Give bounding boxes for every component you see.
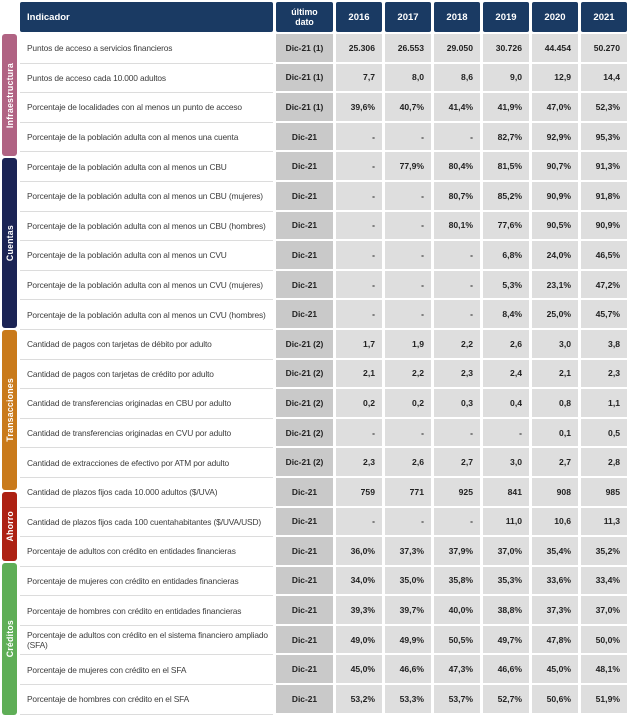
table-row <box>20 182 627 212</box>
last-data-cell: Dic-21 <box>276 685 333 715</box>
table-row <box>20 508 627 538</box>
column-header-year-2021: 2021 <box>581 2 627 32</box>
category-bars-column <box>2 34 17 715</box>
value-cell-2017: 2,2 <box>385 360 431 390</box>
value-cell-2017: - <box>385 212 431 242</box>
value-cell-2018: 37,9% <box>434 537 480 567</box>
value-cell-2021: 95,3% <box>581 123 627 153</box>
value-cell-2017: 26.553 <box>385 34 431 64</box>
value-cell-2017: 37,3% <box>385 537 431 567</box>
indicator-cell <box>20 182 273 212</box>
table-row <box>20 389 627 419</box>
value-cell-2018: 925 <box>434 478 480 508</box>
indicator-label: Porcentaje de adultos con crédito en entidades financieras <box>27 546 236 557</box>
value-cell-2020: 23,1% <box>532 271 578 301</box>
indicator-label: Puntos de acceso a servicios financieros <box>27 43 173 54</box>
indicator-label: Cantidad de plazos fijos cada 10.000 adultos ($/UVA) <box>27 487 218 498</box>
table-header-row <box>2 2 627 32</box>
value-cell-2019: 38,8% <box>483 596 529 626</box>
value-cell-2017: 40,7% <box>385 93 431 123</box>
value-cell-2016: - <box>336 419 382 449</box>
value-cell-2016: 2,1 <box>336 360 382 390</box>
value-cell-2019: 3,0 <box>483 448 529 478</box>
value-cell-2018: 53,7% <box>434 685 480 715</box>
value-cell-2016: 36,0% <box>336 537 382 567</box>
column-header-year-2016: 2016 <box>336 2 382 32</box>
category-label: Créditos <box>4 619 15 658</box>
indicator-cell <box>20 655 273 685</box>
value-cell-2020: 92,9% <box>532 123 578 153</box>
value-cell-2020: 0,1 <box>532 419 578 449</box>
indicator-cell <box>20 419 273 449</box>
value-cell-2016: 39,3% <box>336 596 382 626</box>
value-cell-2018: 2,2 <box>434 330 480 360</box>
table-row <box>20 655 627 685</box>
indicator-label: Cantidad de pagos con tarjetas de crédito por adulto <box>27 368 214 379</box>
column-header-year-2018: 2018 <box>434 2 480 32</box>
last-data-cell: Dic-21 <box>276 152 333 182</box>
value-cell-2020: 47,0% <box>532 93 578 123</box>
value-cell-2016: - <box>336 152 382 182</box>
indicator-cell <box>20 152 273 182</box>
value-cell-2019: 52,7% <box>483 685 529 715</box>
table-row <box>20 478 627 508</box>
value-cell-2020: 908 <box>532 478 578 508</box>
value-cell-2018: 50,5% <box>434 626 480 656</box>
value-cell-2021: 35,2% <box>581 537 627 567</box>
value-cell-2020: 47,8% <box>532 626 578 656</box>
table-row <box>20 271 627 301</box>
value-cell-2021: 14,4 <box>581 64 627 94</box>
indicator-cell <box>20 212 273 242</box>
value-cell-2017: 39,7% <box>385 596 431 626</box>
last-data-cell: Dic-21 <box>276 212 333 242</box>
value-cell-2017: - <box>385 271 431 301</box>
value-cell-2021: 91,3% <box>581 152 627 182</box>
value-cell-2019: 5,3% <box>483 271 529 301</box>
last-data-cell: Dic-21 (2) <box>276 360 333 390</box>
indicator-label: Porcentaje de localidades con al menos un punto de acceso <box>27 102 242 113</box>
table-row <box>20 123 627 153</box>
last-data-cell: Dic-21 <box>276 655 333 685</box>
category-bar-ahorro <box>2 492 17 561</box>
indicator-cell <box>20 389 273 419</box>
last-data-cell: Dic-21 (1) <box>276 64 333 94</box>
value-cell-2021: 2,3 <box>581 360 627 390</box>
value-cell-2021: 45,7% <box>581 300 627 330</box>
value-cell-2016: 49,0% <box>336 626 382 656</box>
value-cell-2019: 0,4 <box>483 389 529 419</box>
table-row <box>20 241 627 271</box>
indicator-label: Puntos de acceso cada 10.000 adultos <box>27 72 166 83</box>
table-row <box>20 685 627 715</box>
indicator-label: Porcentaje de la población adulta con al menos un CBU (hombres) <box>27 220 266 231</box>
value-cell-2016: - <box>336 300 382 330</box>
value-cell-2019: 2,6 <box>483 330 529 360</box>
value-cell-2020: 90,7% <box>532 152 578 182</box>
value-cell-2019: 30.726 <box>483 34 529 64</box>
value-cell-2016: - <box>336 241 382 271</box>
last-data-cell: Dic-21 (2) <box>276 330 333 360</box>
value-cell-2018: 40,0% <box>434 596 480 626</box>
indicator-cell <box>20 508 273 538</box>
indicator-label: Cantidad de extracciones de efectivo por ATM por adulto <box>27 457 230 468</box>
value-cell-2019: 41,9% <box>483 93 529 123</box>
value-cell-2021: 52,3% <box>581 93 627 123</box>
value-cell-2020: 35,4% <box>532 537 578 567</box>
value-cell-2020: 45,0% <box>532 655 578 685</box>
indicator-label: Porcentaje de la población adulta con al menos un CVU (hombres) <box>27 309 266 320</box>
value-cell-2021: 33,4% <box>581 567 627 597</box>
last-data-cell: Dic-21 <box>276 300 333 330</box>
value-cell-2019: 81,5% <box>483 152 529 182</box>
value-cell-2018: - <box>434 241 480 271</box>
value-cell-2020: 33,6% <box>532 567 578 597</box>
value-cell-2016: - <box>336 123 382 153</box>
column-header-year-2020: 2020 <box>532 2 578 32</box>
indicator-cell <box>20 478 273 508</box>
category-label: Infraestructura <box>4 62 15 128</box>
value-cell-2018: - <box>434 271 480 301</box>
indicator-label: Cantidad de plazos fijos cada 100 cuentahabitantes ($/UVA/USD) <box>27 516 262 527</box>
column-header-year-2017: 2017 <box>385 2 431 32</box>
value-cell-2020: 2,7 <box>532 448 578 478</box>
value-cell-2020: 2,1 <box>532 360 578 390</box>
value-cell-2020: 24,0% <box>532 241 578 271</box>
value-cell-2021: 48,1% <box>581 655 627 685</box>
value-cell-2020: 25,0% <box>532 300 578 330</box>
value-cell-2020: 37,3% <box>532 596 578 626</box>
last-data-cell: Dic-21 (2) <box>276 419 333 449</box>
value-cell-2018: 29.050 <box>434 34 480 64</box>
table-row <box>20 300 627 330</box>
value-cell-2018: - <box>434 300 480 330</box>
value-cell-2018: 47,3% <box>434 655 480 685</box>
indicator-label: Porcentaje de la población adulta con al menos una cuenta <box>27 132 239 143</box>
value-cell-2016: 45,0% <box>336 655 382 685</box>
value-cell-2017: 0,2 <box>385 389 431 419</box>
value-cell-2021: 51,9% <box>581 685 627 715</box>
value-cell-2016: - <box>336 508 382 538</box>
table-row <box>20 567 627 597</box>
indicator-label: Porcentaje de mujeres con crédito en el SFA <box>27 664 187 675</box>
table-row <box>20 448 627 478</box>
value-cell-2020: 12,9 <box>532 64 578 94</box>
value-cell-2018: 80,1% <box>434 212 480 242</box>
value-cell-2019: 77,6% <box>483 212 529 242</box>
value-cell-2017: - <box>385 182 431 212</box>
value-cell-2017: 49,9% <box>385 626 431 656</box>
indicator-label: Cantidad de transferencias originadas en CVU por adulto <box>27 427 232 438</box>
value-cell-2016: 0,2 <box>336 389 382 419</box>
last-data-cell: Dic-21 (2) <box>276 448 333 478</box>
table-row <box>20 596 627 626</box>
indicator-cell <box>20 360 273 390</box>
value-cell-2019: 9,0 <box>483 64 529 94</box>
column-header-last-data: último dato <box>276 2 333 32</box>
last-data-cell: Dic-21 (1) <box>276 34 333 64</box>
value-cell-2018: 80,7% <box>434 182 480 212</box>
last-data-cell: Dic-21 <box>276 508 333 538</box>
value-cell-2016: 53,2% <box>336 685 382 715</box>
value-cell-2020: 44.454 <box>532 34 578 64</box>
table-row <box>20 64 627 94</box>
value-cell-2020: 50,6% <box>532 685 578 715</box>
value-cell-2017: 35,0% <box>385 567 431 597</box>
category-bar-infraestructura <box>2 34 17 156</box>
indicator-cell <box>20 64 273 94</box>
indicator-cell <box>20 241 273 271</box>
value-cell-2016: 39,6% <box>336 93 382 123</box>
value-cell-2017: 77,9% <box>385 152 431 182</box>
value-cell-2017: - <box>385 419 431 449</box>
value-cell-2017: 771 <box>385 478 431 508</box>
value-cell-2021: 0,5 <box>581 419 627 449</box>
value-cell-2020: 0,8 <box>532 389 578 419</box>
value-cell-2021: 2,8 <box>581 448 627 478</box>
value-cell-2018: - <box>434 508 480 538</box>
value-cell-2019: 2,4 <box>483 360 529 390</box>
value-cell-2021: 3,8 <box>581 330 627 360</box>
indicator-cell <box>20 330 273 360</box>
value-cell-2019: 82,7% <box>483 123 529 153</box>
last-data-cell: Dic-21 <box>276 626 333 656</box>
value-cell-2018: - <box>434 419 480 449</box>
value-cell-2020: 3,0 <box>532 330 578 360</box>
indicator-cell <box>20 596 273 626</box>
value-cell-2019: 49,7% <box>483 626 529 656</box>
value-cell-2018: 2,7 <box>434 448 480 478</box>
value-cell-2020: 90,9% <box>532 182 578 212</box>
column-header-indicator: Indicador <box>20 2 273 32</box>
indicator-cell <box>20 123 273 153</box>
table-row <box>20 330 627 360</box>
value-cell-2018: 0,3 <box>434 389 480 419</box>
value-cell-2016: 759 <box>336 478 382 508</box>
value-cell-2017: 46,6% <box>385 655 431 685</box>
table-row <box>20 360 627 390</box>
category-bar-cuentas <box>2 158 17 328</box>
value-cell-2016: 1,7 <box>336 330 382 360</box>
column-header-year-2019: 2019 <box>483 2 529 32</box>
value-cell-2021: 985 <box>581 478 627 508</box>
indicator-label: Cantidad de transferencias originadas en CBU por adulto <box>27 398 232 409</box>
category-bar-creditos <box>2 563 17 715</box>
indicator-label: Porcentaje de la población adulta con al menos un CVU (mujeres) <box>27 280 263 290</box>
indicator-label: Porcentaje de hombres con crédito en el SFA <box>27 694 190 705</box>
value-cell-2021: 46,5% <box>581 241 627 271</box>
value-cell-2017: 8,0 <box>385 64 431 94</box>
indicator-label: Porcentaje de hombres con crédito en entidades financieras <box>27 605 242 616</box>
indicator-cell <box>20 685 273 715</box>
value-cell-2016: - <box>336 182 382 212</box>
last-data-cell: Dic-21 <box>276 182 333 212</box>
value-cell-2016: 25.306 <box>336 34 382 64</box>
last-data-cell: Dic-21 <box>276 478 333 508</box>
indicator-label: Cantidad de pagos con tarjetas de débito por adulto <box>27 339 212 350</box>
value-cell-2019: 841 <box>483 478 529 508</box>
value-cell-2016: 34,0% <box>336 567 382 597</box>
indicator-cell <box>20 93 273 123</box>
indicator-cell <box>20 271 273 301</box>
indicator-cell <box>20 300 273 330</box>
last-data-cell: Dic-21 <box>276 123 333 153</box>
indicator-label: Porcentaje de mujeres con crédito en entidades financieras <box>27 575 239 586</box>
value-cell-2021: 11,3 <box>581 508 627 538</box>
table-body <box>2 34 627 715</box>
indicator-cell <box>20 34 273 64</box>
value-cell-2018: 35,8% <box>434 567 480 597</box>
value-cell-2017: - <box>385 241 431 271</box>
last-data-cell: Dic-21 <box>276 596 333 626</box>
indicator-label: Porcentaje de la población adulta con al menos un CBU <box>27 161 227 172</box>
value-cell-2016: 2,3 <box>336 448 382 478</box>
value-cell-2021: 90,9% <box>581 212 627 242</box>
last-data-cell: Dic-21 (2) <box>276 389 333 419</box>
table-row <box>20 93 627 123</box>
value-cell-2016: - <box>336 212 382 242</box>
last-data-cell: Dic-21 <box>276 567 333 597</box>
table-rows <box>20 34 627 715</box>
last-data-cell: Dic-21 (1) <box>276 93 333 123</box>
indicator-label: Porcentaje de la población adulta con al menos un CVU <box>27 250 227 261</box>
indicator-cell <box>20 567 273 597</box>
indicator-cell <box>20 626 273 656</box>
value-cell-2019: - <box>483 419 529 449</box>
value-cell-2019: 8,4% <box>483 300 529 330</box>
value-cell-2017: - <box>385 508 431 538</box>
value-cell-2017: - <box>385 123 431 153</box>
value-cell-2019: 35,3% <box>483 567 529 597</box>
value-cell-2018: 8,6 <box>434 64 480 94</box>
indicator-label: Porcentaje de adultos con crédito en el sistema financiero ampliado (SFA) <box>27 630 268 651</box>
value-cell-2021: 1,1 <box>581 389 627 419</box>
value-cell-2021: 91,8% <box>581 182 627 212</box>
last-data-cell: Dic-21 <box>276 271 333 301</box>
value-cell-2019: 6,8% <box>483 241 529 271</box>
value-cell-2021: 50,0% <box>581 626 627 656</box>
value-cell-2016: - <box>336 271 382 301</box>
category-label: Ahorro <box>4 510 15 542</box>
value-cell-2019: 46,6% <box>483 655 529 685</box>
table-row <box>20 626 627 656</box>
value-cell-2018: 80,4% <box>434 152 480 182</box>
table-row <box>20 537 627 567</box>
value-cell-2017: 53,3% <box>385 685 431 715</box>
value-cell-2017: 2,6 <box>385 448 431 478</box>
table-row <box>20 34 627 64</box>
value-cell-2018: 41,4% <box>434 93 480 123</box>
category-bar-transacciones <box>2 330 17 489</box>
value-cell-2019: 37,0% <box>483 537 529 567</box>
category-label: Transacciones <box>4 378 15 442</box>
value-cell-2020: 10,6 <box>532 508 578 538</box>
value-cell-2019: 85,2% <box>483 182 529 212</box>
value-cell-2020: 90,5% <box>532 212 578 242</box>
value-cell-2021: 37,0% <box>581 596 627 626</box>
value-cell-2017: 1,9 <box>385 330 431 360</box>
last-data-cell: Dic-21 <box>276 537 333 567</box>
value-cell-2018: - <box>434 123 480 153</box>
table-row <box>20 212 627 242</box>
value-cell-2017: - <box>385 300 431 330</box>
header-grid <box>20 2 627 32</box>
last-data-cell: Dic-21 <box>276 241 333 271</box>
value-cell-2016: 7,7 <box>336 64 382 94</box>
table-row <box>20 419 627 449</box>
value-cell-2021: 50.270 <box>581 34 627 64</box>
indicator-label: Porcentaje de la población adulta con al menos un CBU (mujeres) <box>27 191 263 202</box>
indicator-cell <box>20 448 273 478</box>
value-cell-2018: 2,3 <box>434 360 480 390</box>
table-row <box>20 152 627 182</box>
value-cell-2021: 47,2% <box>581 271 627 301</box>
header-corner-spacer <box>2 2 17 32</box>
indicator-cell <box>20 537 273 567</box>
value-cell-2019: 11,0 <box>483 508 529 538</box>
category-label: Cuentas <box>4 225 15 262</box>
